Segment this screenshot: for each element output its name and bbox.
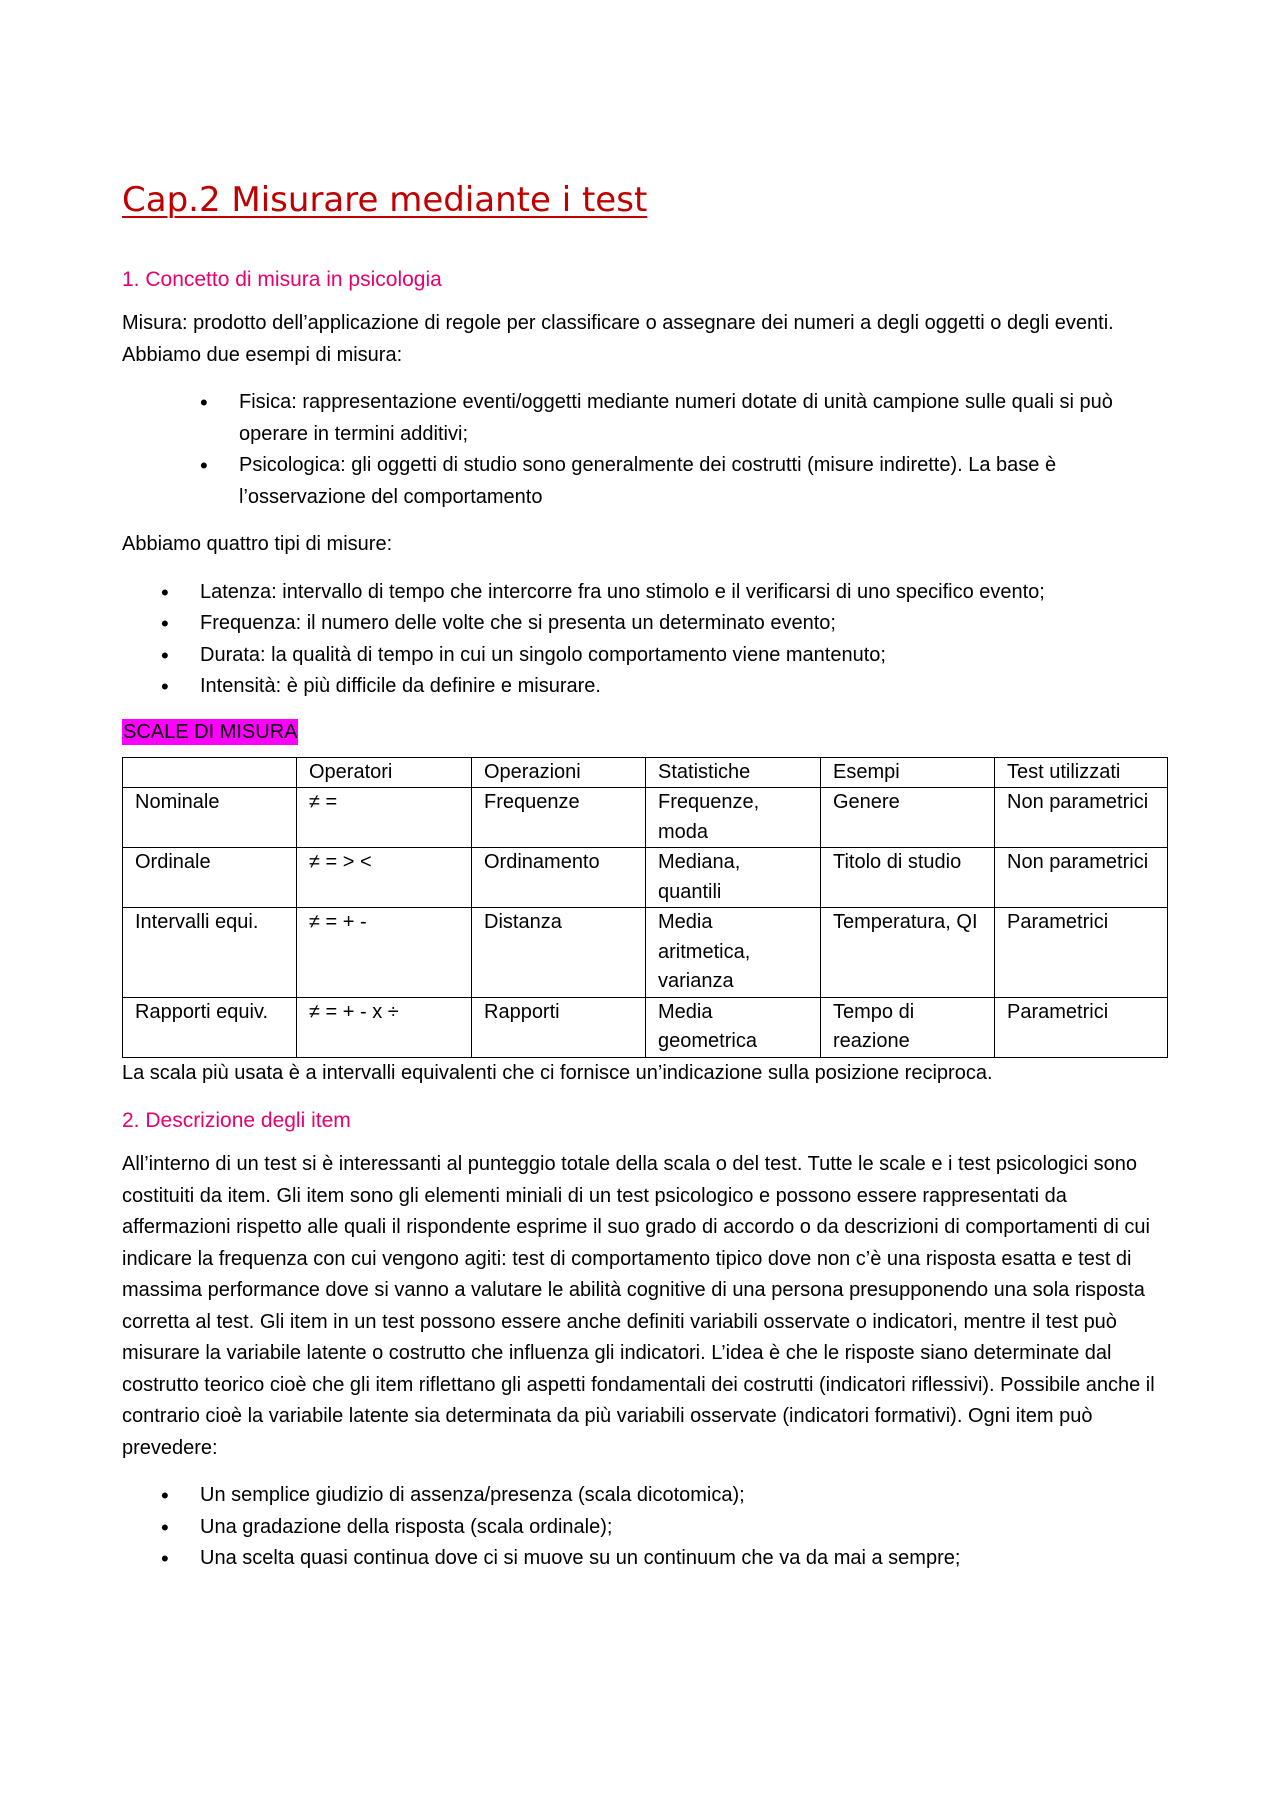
- table-cell: Genere: [821, 788, 995, 848]
- table-cell: Frequenze, moda: [646, 788, 821, 848]
- table-cell: Intervalli equi.: [123, 908, 297, 998]
- list-item: • Latenza: intervallo di tempo che intercorre fra uno stimolo e il verificarsi di uno specifico evento;: [122, 577, 1167, 609]
- list-item: • Una gradazione della risposta (scala ordinale);: [122, 1512, 1167, 1544]
- table-cell: Titolo di studio: [821, 848, 995, 908]
- table-header-cell: [123, 757, 297, 788]
- list-item: • Un semplice giudizio di assenza/presenza (scala dicotomica);: [122, 1480, 1167, 1512]
- table-cell: ≠ = > <: [297, 848, 472, 908]
- table-cell: Mediana, quantili: [646, 848, 821, 908]
- scales-label: SCALE DI MISURA: [123, 720, 298, 743]
- item-types-list: [122, 1480, 1167, 1575]
- table-cell: Parametrici: [995, 908, 1168, 998]
- section-2-heading: 2. Descrizione degli item: [122, 1109, 351, 1132]
- measure-types-intro: Abbiamo quattro tipi di misure:: [122, 533, 393, 555]
- table-cell: ≠ = + - x ÷: [297, 997, 472, 1057]
- table-cell: Tempo di reazione: [821, 997, 995, 1057]
- table-cell: Parametrici: [995, 997, 1168, 1057]
- items-description: All’interno di un test si è interessanti al punteggio totale della scala o del test. Tutte le scale e i test psicologici sono costituiti da item. Gli item sono gli elementi miniali di un test psicologico e possono essere rappresentati da affermazioni rispetto alle quali il rispondente esprime il suo grado di accordo o da descrizioni di comportamenti di cui indicare la frequenza con cui vengono agiti: test di comportamento tipico dove non c’è una risposta esatta e test di massima performance dove si vanno a valutare le abilità cognitive di una persona presupponendo una sola risposta corretta al test. Gli item in un test possono essere anche definiti variabili osservate o indicatori, mentre il test può misurare la variabile latente o costrutto che influenza gli indicatori. L’idea è che le risposte siano determinate dal costrutto teorico cioè che gli item riflettano gli aspetti fondamentali dei costrutti (indicatori riflessivi). Possibile anche il contrario cioè la variabile latente sia determinata da più variabili osservate (indicatori formativi). Ogni item può prevedere:: [122, 1153, 1155, 1459]
- section-1-heading: 1. Concetto di misura in psicologia: [122, 268, 442, 291]
- scales-table: [122, 757, 1168, 1058]
- table-row: [123, 908, 1168, 998]
- document-content: [122, 176, 1167, 1591]
- scale-note: La scala più usata è a intervalli equivalenti che ci fornisce un’indicazione sulla posizione reciproca.: [122, 1061, 993, 1084]
- table-cell: Nominale: [123, 788, 297, 848]
- table-cell: Rapporti: [472, 997, 646, 1057]
- table-cell: ≠ = + -: [297, 908, 472, 998]
- list-item: • Intensità: è più difficile da definire e misurare.: [122, 671, 1167, 703]
- table-header-cell: Esempi: [821, 757, 995, 788]
- table-header-cell: Statistiche: [646, 757, 821, 788]
- table-cell: Ordinamento: [472, 848, 646, 908]
- measure-types-list: [122, 577, 1167, 703]
- table-cell: Non parametrici: [995, 848, 1168, 908]
- table-cell: Temperatura, QI: [821, 908, 995, 998]
- table-row: [123, 848, 1168, 908]
- table-cell: Rapporti equiv.: [123, 997, 297, 1057]
- table-cell: Frequenze: [472, 788, 646, 848]
- list-item: • Fisica: rappresentazione eventi/oggetti mediante numeri dotate di unità campione sulle quali si può operare in termini additivi;: [122, 387, 1167, 450]
- table-header-cell: Operatori: [297, 757, 472, 788]
- table-cell: Distanza: [472, 908, 646, 998]
- table-cell: Media aritmetica, varianza: [646, 908, 821, 998]
- table-row: [123, 997, 1168, 1057]
- list-item: • Frequenza: il numero delle volte che si presenta un determinato evento;: [122, 608, 1167, 640]
- table-row: [123, 788, 1168, 848]
- table-header-cell: Test utilizzati: [995, 757, 1168, 788]
- list-item: • Psicologica: gli oggetti di studio sono generalmente dei costrutti (misure indirette). La base è l’osservazione del comportamento: [122, 450, 1167, 513]
- table-header-cell: Operazioni: [472, 757, 646, 788]
- table-header-row: [123, 757, 1168, 788]
- measure-definition: Misura: prodotto dell’applicazione di regole per classificare o assegnare dei numeri a degli oggetti o degli eventi. Abbiamo due esempi di misura:: [122, 312, 1114, 366]
- table-cell: Non parametrici: [995, 788, 1168, 848]
- list-item: • Una scelta quasi continua dove ci si muove su un continuum che va da mai a sempre;: [122, 1543, 1167, 1575]
- table-cell: Media geometrica: [646, 997, 821, 1057]
- page-title: Cap.2 Misurare mediante i test: [122, 180, 648, 220]
- table-cell: ≠ =: [297, 788, 472, 848]
- table-cell: Ordinale: [123, 848, 297, 908]
- list-item: • Durata: la qualità di tempo in cui un singolo comportamento viene mantenuto;: [122, 640, 1167, 672]
- measure-examples-list: [122, 387, 1167, 513]
- scales-label-row: [122, 719, 1167, 745]
